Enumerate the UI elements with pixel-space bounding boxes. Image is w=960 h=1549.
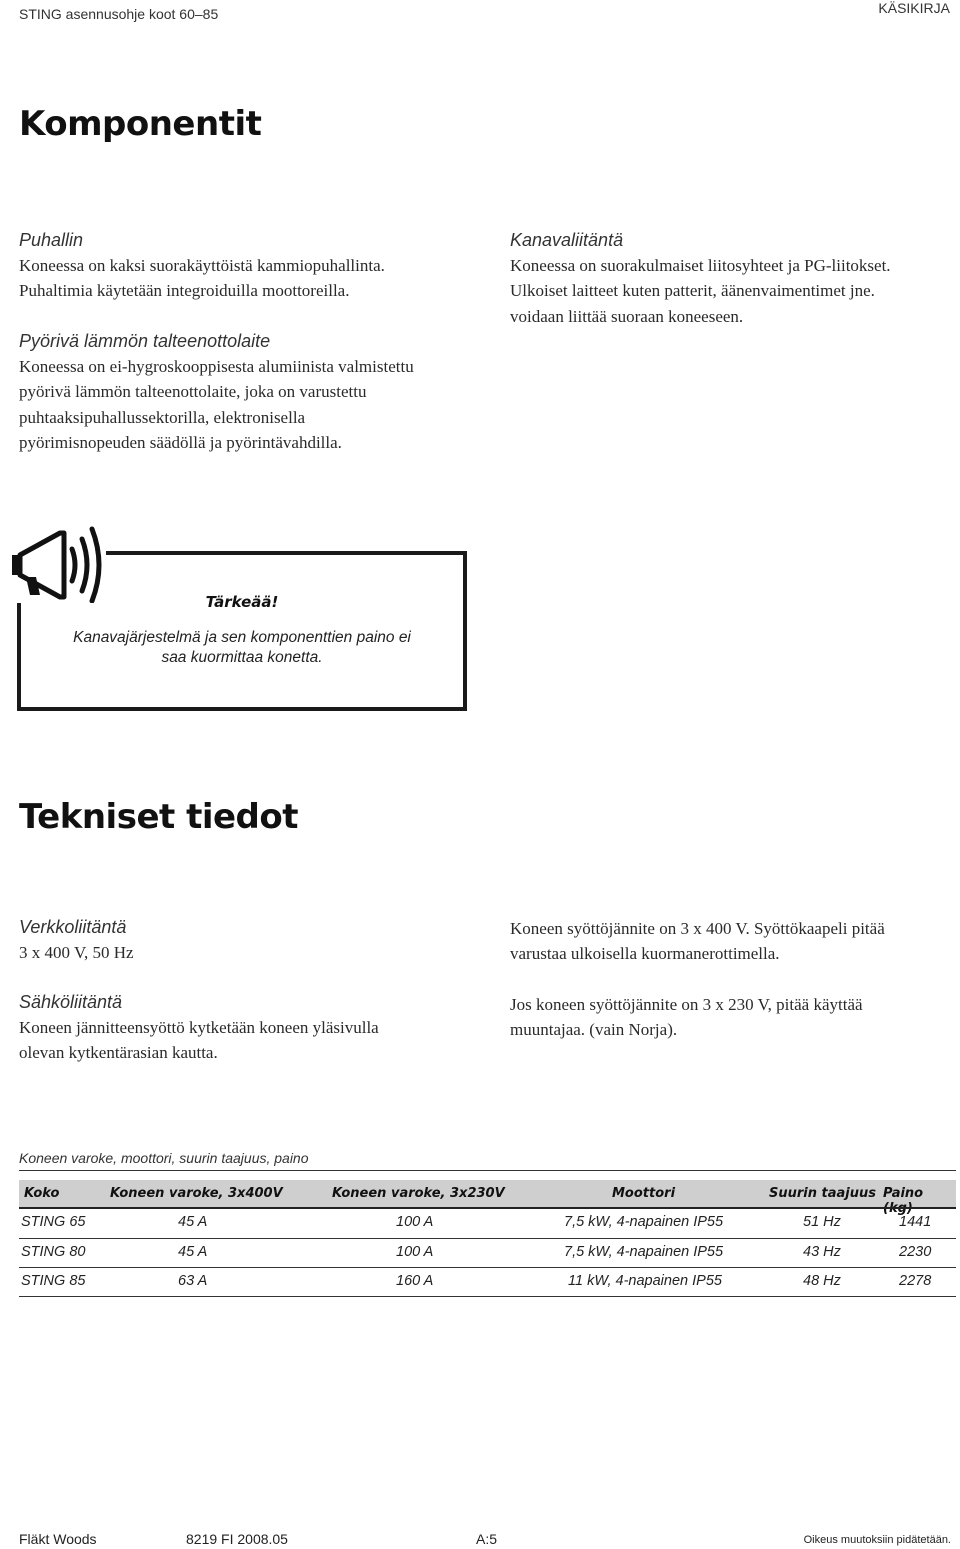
text-line: saa kuormittaa konetta. — [161, 649, 323, 666]
text-line: Koneen syöttöjännite on 3 x 400 V. Syöttökaapeli pitää — [510, 919, 885, 938]
cell-weight: 2278 — [899, 1273, 932, 1289]
cell-max-frequency: 51 Hz — [803, 1214, 841, 1230]
divider — [19, 1296, 956, 1297]
col-motor: Moottori — [612, 1186, 676, 1201]
col-weight: Paino — [883, 1186, 924, 1201]
notice-text — [51, 628, 433, 668]
cell-fuse-230: 100 A — [396, 1214, 434, 1230]
table-row — [19, 1208, 956, 1237]
supply-voltage-text — [510, 916, 960, 967]
text-line: muuntajaa. (vain Norja). — [510, 1020, 678, 1040]
technical-heading: Tekniset tiedot — [19, 797, 299, 837]
heat-recovery-section — [19, 331, 469, 455]
text-line: Koneessa on suorakulmaiset liitosyhteet ja PG-liitokset. — [510, 256, 891, 275]
electrical-heading: Sähköliitäntä — [19, 992, 123, 1012]
text-line: 3 x 400 V, 50 Hz — [19, 943, 134, 962]
megaphone-icon — [2, 513, 112, 603]
table-caption: Koneen varoke, moottori, suurin taajuus, paino — [19, 1150, 309, 1166]
col-fuse-400: Koneen varoke, 3x400V — [110, 1186, 283, 1201]
fan-section — [19, 230, 469, 304]
cell-max-frequency: 48 Hz — [803, 1273, 841, 1289]
mains-section — [19, 917, 469, 965]
electrical-text — [19, 1015, 469, 1066]
mains-text — [19, 940, 469, 965]
cell-fuse-230: 160 A — [396, 1273, 434, 1289]
footer-rights-notice: Oikeus muutoksiin pidätetään. — [803, 1534, 951, 1546]
footer-doc-number: 8219 FI 2008.05 — [186, 1531, 288, 1547]
text-line: puhtaaksipuhallussektorilla, elektronisella — [19, 407, 306, 427]
components-heading: Komponentit — [19, 104, 262, 144]
text-line: Kanavajärjestelmä ja sen komponenttien paino ei — [73, 629, 411, 646]
text-line: olevan kytkentärasian kautta. — [19, 1043, 218, 1063]
footer-page-number: A:5 — [476, 1531, 498, 1547]
cell-weight: 1441 — [899, 1214, 932, 1230]
text-line: Koneessa on ei-hygroskooppisesta alumiinista valmistettu — [19, 357, 414, 376]
text-line: pyörimisnopeuden säädöllä ja pyörintävahdilla. — [19, 432, 342, 452]
fan-text — [19, 253, 469, 304]
transformer-text — [510, 992, 960, 1043]
duct-section — [510, 230, 960, 329]
electrical-section — [19, 992, 469, 1066]
document-title: STING asennusohje koot 60–85 — [19, 6, 219, 22]
table-header — [19, 1180, 956, 1207]
text-line: Jos koneen syöttöjännite on 3 x 230 V, pitää käyttää — [510, 995, 863, 1014]
fan-heading: Puhallin — [19, 230, 84, 250]
cell-motor: 7,5 kW, 4-napainen IP55 — [564, 1244, 724, 1260]
text-line: Koneessa on kaksi suorakäyttöistä kammiopuhallinta. — [19, 256, 385, 275]
cell-motor: 11 kW, 4-napainen IP55 — [568, 1273, 722, 1289]
notice-title: Tärkeää! — [205, 593, 279, 611]
cell-size: STING 80 — [21, 1244, 86, 1260]
manual-label: KÄSIKIRJA — [878, 0, 950, 16]
text-line: Ulkoiset laitteet kuten patterit, äänenvaimentimet jne. — [510, 281, 875, 301]
mains-heading: Verkkoliitäntä — [19, 917, 127, 937]
col-size: Koko — [24, 1186, 60, 1201]
heat-recovery-heading: Pyörivä lämmön talteenottolaite — [19, 331, 271, 351]
col-max-frequency: Suurin taajuus — [769, 1186, 876, 1201]
text-line: voidaan liittää suoraan koneeseen. — [510, 306, 744, 326]
table-row — [19, 1267, 956, 1296]
cell-max-frequency: 43 Hz — [803, 1244, 841, 1260]
footer-brand: Fläkt Woods — [19, 1531, 97, 1547]
cell-fuse-400: 45 A — [178, 1244, 208, 1260]
text-line: pyörivä lämmön talteenottolaite, joka on varustettu — [19, 382, 367, 402]
cell-fuse-230: 100 A — [396, 1244, 434, 1260]
cell-fuse-400: 45 A — [178, 1214, 208, 1230]
cell-fuse-400: 63 A — [178, 1273, 208, 1289]
duct-heading: Kanavaliitäntä — [510, 230, 624, 250]
cell-motor: 7,5 kW, 4-napainen IP55 — [564, 1214, 724, 1230]
cell-weight: 2230 — [899, 1244, 932, 1260]
text-line: Puhaltimia käytetään integroiduilla moottoreilla. — [19, 281, 350, 301]
heat-recovery-text — [19, 354, 469, 455]
table-row — [19, 1238, 956, 1267]
cell-size: STING 85 — [21, 1273, 86, 1289]
text-line: Koneen jännitteensyöttö kytketään koneen yläsivulla — [19, 1018, 379, 1037]
col-fuse-230: Koneen varoke, 3x230V — [332, 1186, 505, 1201]
cell-size: STING 65 — [21, 1214, 86, 1230]
text-line: varustaa ulkoisella kuormanerottimella. — [510, 944, 780, 964]
divider — [19, 1170, 956, 1171]
duct-text — [510, 253, 960, 329]
